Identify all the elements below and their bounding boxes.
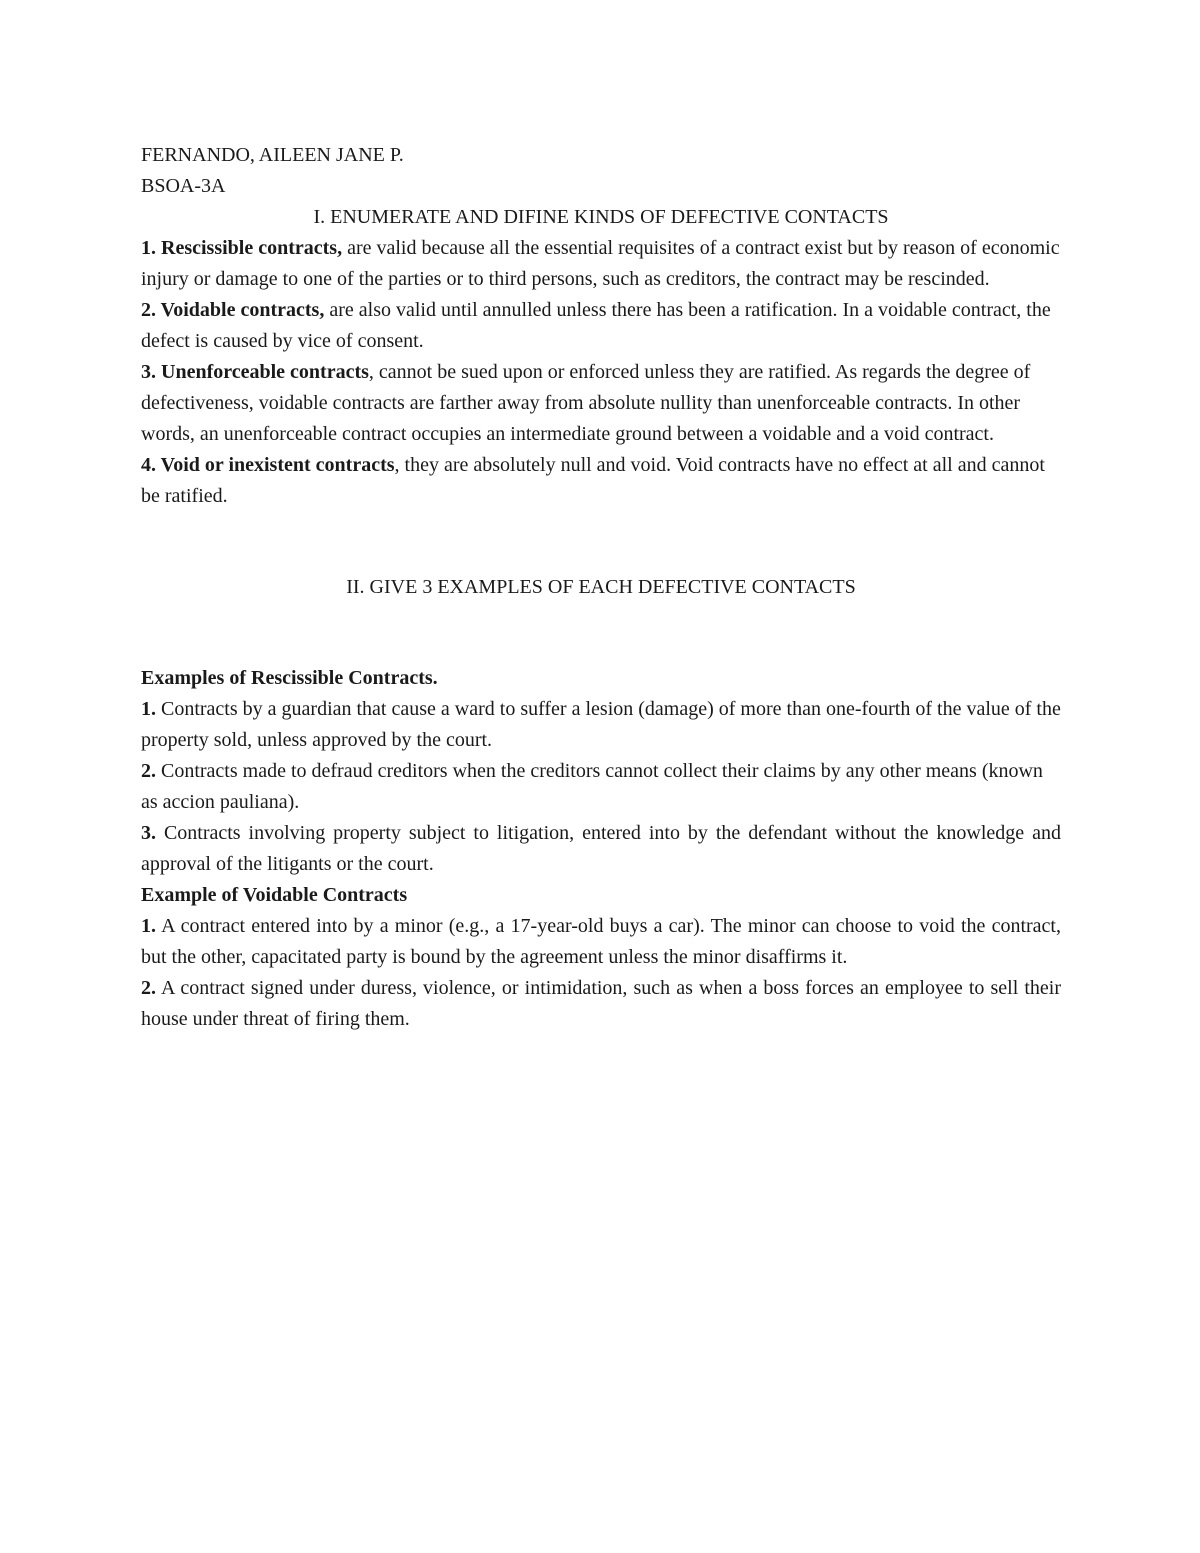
definition-text: , cannot be sued upon or enforced unless they are ratified. As regards the degree of defectiveness, voidable contracts are farther away from absolute nullity than unenforceable contracts. In other words, an unenforceable contract occupies an intermediate ground between a voidable and a void contract. xyxy=(141,361,1031,445)
definition-text: are also valid until annulled unless there has been a ratification. In a voidable contract, the defect is caused by vice of consent. xyxy=(141,299,1051,352)
definition-term: 3. Unenforceable contracts xyxy=(141,361,369,383)
definition-item xyxy=(141,450,1061,512)
rescissible-examples-heading: Examples of Rescissible Contracts. xyxy=(141,667,438,689)
example-text: A contract entered into by a minor (e.g., a 17-year-old buys a car). The minor can choose to void the contract, but the other, capacitated party is bound by the agreement unless the minor disaffirms it. xyxy=(141,915,1061,968)
document-page xyxy=(141,140,1061,1035)
student-section: BSOA-3A xyxy=(141,175,226,197)
example-text: Contracts made to defraud creditors when the creditors cannot collect their claims by any other means (known as accion pauliana). xyxy=(141,760,1043,813)
voidable-examples-heading: Example of Voidable Contracts xyxy=(141,884,408,906)
example-text: A contract signed under duress, violence, or intimidation, such as when a boss forces an employee to sell their house under threat of firing them. xyxy=(141,977,1061,1030)
example-number: 3. xyxy=(141,822,156,844)
part2-title: II. GIVE 3 EXAMPLES OF EACH DEFECTIVE CONTACTS xyxy=(346,576,856,598)
definition-term: 2. Voidable contracts, xyxy=(141,299,325,321)
definition-item xyxy=(141,295,1061,357)
part1-title: I. ENUMERATE AND DIFINE KINDS OF DEFECTIVE CONTACTS xyxy=(313,206,889,228)
definition-text: , they are absolutely null and void. Void contracts have no effect at all and cannot be ratified. xyxy=(141,454,1045,507)
example-number: 2. xyxy=(141,760,156,782)
example-text: Contracts involving property subject to litigation, entered into by the defendant without the knowledge and approval of the litigants or the court. xyxy=(141,822,1061,875)
example-item xyxy=(141,973,1061,1035)
example-item xyxy=(141,911,1061,973)
example-item xyxy=(141,694,1061,756)
example-item xyxy=(141,756,1061,818)
definition-text: are valid because all the essential requisites of a contract exist but by reason of economic injury or damage to one of the parties or to third persons, such as creditors, the contract may be rescinded. xyxy=(141,237,1060,290)
student-name: FERNANDO, AILEEN JANE P. xyxy=(141,144,404,166)
example-text: Contracts by a guardian that cause a ward to suffer a lesion (damage) of more than one-fourth of the value of the property sold, unless approved by the court. xyxy=(141,698,1061,751)
definition-term: 1. Rescissible contracts, xyxy=(141,237,343,259)
example-number: 1. xyxy=(141,698,156,720)
example-number: 2. xyxy=(141,977,156,999)
definition-item xyxy=(141,357,1061,450)
example-item xyxy=(141,818,1061,880)
definition-item xyxy=(141,233,1061,295)
definition-term: 4. Void or inexistent contracts xyxy=(141,454,395,476)
example-number: 1. xyxy=(141,915,156,937)
